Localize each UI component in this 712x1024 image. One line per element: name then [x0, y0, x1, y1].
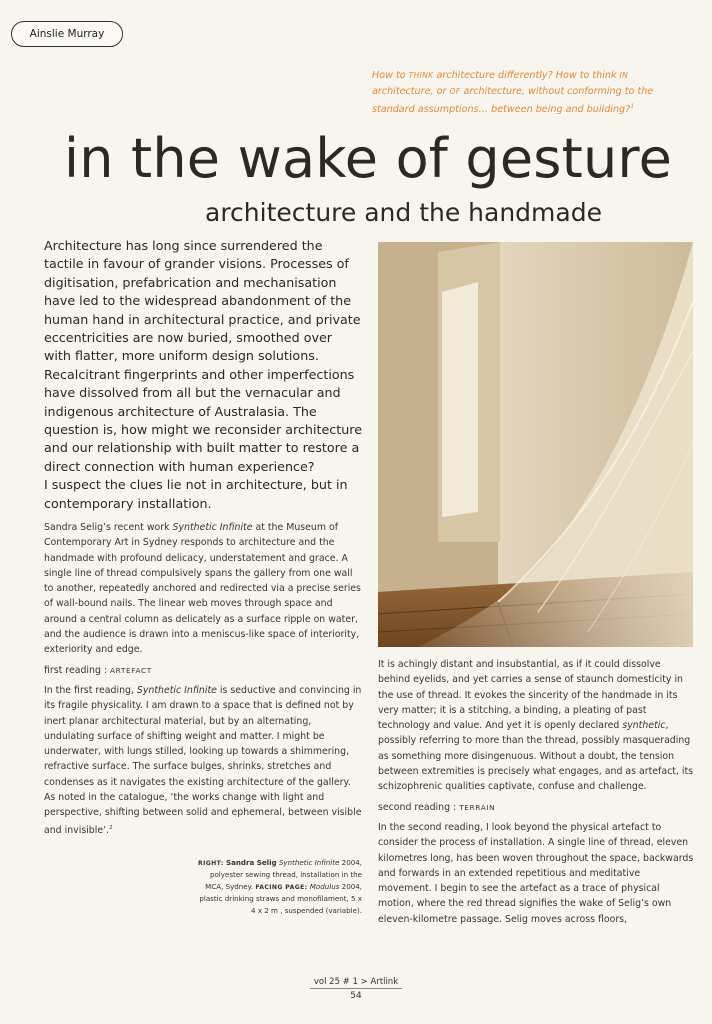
- left-column: [44, 520, 362, 838]
- intro-paragraph: Architecture has long since surrendered the tactile in favour of grander visions. Processes of digitisation, prefabrication and mechanisation have led to the widespread abandonment of the human hand in architectural practice, and private eccentricities are now buried, smoothed over with flatter, more uniform design solutions. Recalcitrant fingerprints and other imperfections have dissolved from all but the vernacular and indigenous architecture of Australasia. The question is, how might we reconsider architecture and our relationship with built matter to restore a direct connection with human experience?: [44, 238, 362, 474]
- photo-art: [378, 242, 693, 647]
- page-title: in the wake of gesture: [64, 127, 673, 190]
- section-heading: first reading : ARTEFACT: [44, 664, 152, 676]
- page-number: 54: [350, 991, 362, 1001]
- right-column: [378, 657, 694, 927]
- body-paragraph: It is achingly distant and insubstantial, as if it could dissolve behind eyelids, and yet carries a sense of staunch domesticity in the use of thread. It evokes the sincerity of the handmade in its very matter; it is a stitching, a binding, a pleating of past technology and value. And yet it is openly declared synthetic, possibly referring to more than the thread, possibly masquerading as something more disingenuous. Without a doubt, the tension between extremities is precisely what engages, and as artefact, its schizophrenic qualities captivate, confuse and challenge.: [378, 659, 694, 793]
- page-subtitle: architecture and the handmade: [205, 198, 602, 227]
- body-paragraph: In the first reading, Synthetic Infinite is seductive and convincing in its fragile physicality. I am drawn to a space that is defined not by inert planar architectural material, but by an alternating, undulating surface of shifting weight and matter. I might be underwater, with lungs stilled, looking up towards a shimmering, refractive surface. The surface bulges, shrinks, stretches and condenses as it navigates the existing architecture of the gallery. As noted in the catalogue, ‘the works change with light and perspective, shifting between solid and ephemeral, between visible and invisible’.$^2$: [44, 684, 362, 836]
- image-caption: RIGHT: Sandra Selig Synthetic Infinite 2004, polyester sewing thread, installation in the MCA, Sydney. FACING PAGE: Modulus 2004, plastic drinking straws and monofilament, 5 x 4 x 2 m , suspended (variable).: [197, 858, 362, 915]
- intro-text: [44, 237, 362, 513]
- body-paragraph: Sandra Selig’s recent work Synthetic Infinite at the Museum of Contemporary Art in Sydney responds to architecture and the handmade with profound delicacy, understatement and grace. A single line of thread compulsively spans the gallery from one wall to another, repeatedly anchored and redirected via a precise series of wall-bound nails. The linear web moves through space and around a central column as delicately as a surface ripple on water, and the audience is drawn into a meniscus-like space of interiority, exteriority and edge.: [44, 522, 361, 656]
- journal-footer: vol 25 # 1 > Artlink: [0, 976, 712, 989]
- installation-photo: [378, 242, 693, 647]
- body-paragraph: In the second reading, I look beyond the physical artefact to consider the process of installation. A single line of thread, eleven kilometres long, has been woven throughout the space, backwards and forwards in an extended repetitious and meditative movement. I begin to see the artefact as a trace of physical motion, where the red thread signifies the wake of Selig’s own eleven-kilometre passage. Selig moves across floors,: [378, 821, 694, 925]
- intro-paragraph: I suspect the clues lie not in architecture, but in contemporary installation.: [44, 477, 348, 511]
- author-tag: Ainslie Murray: [11, 21, 123, 47]
- section-heading: second reading : TERRAIN: [378, 801, 496, 813]
- pull-quote: How to THINK architecture differently? How to think IN architecture, or OF architecture, without conforming to the standard assumptions… between being and building?$^1$: [372, 70, 654, 116]
